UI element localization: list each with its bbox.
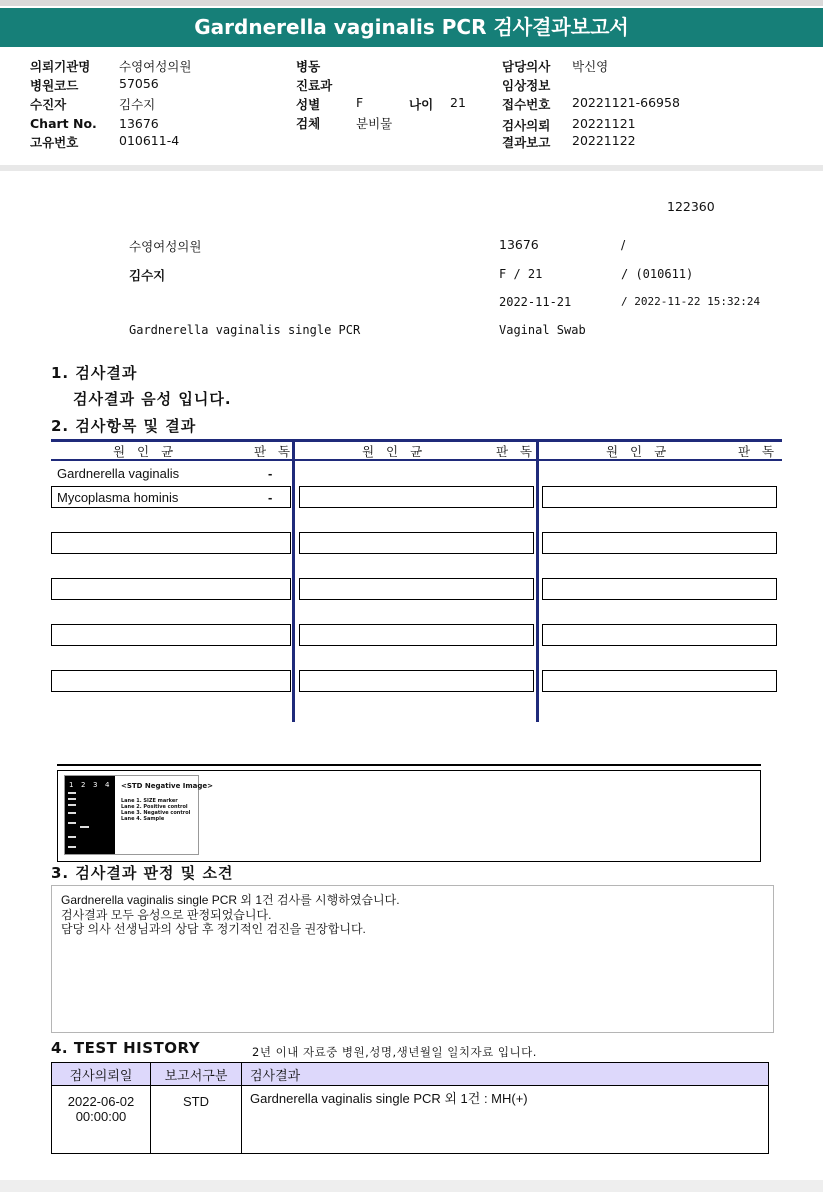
- judgement-value: -: [268, 466, 273, 481]
- result-cell: [542, 670, 777, 692]
- lane-number: 4: [105, 781, 110, 789]
- gel-top-rule: [57, 764, 761, 766]
- result-cell: [299, 624, 534, 646]
- marker-band: [68, 836, 76, 838]
- report-code: 122360: [667, 199, 715, 214]
- lane-number: 2: [81, 781, 86, 789]
- marker-band: [68, 804, 76, 806]
- comment-box: [51, 885, 774, 1033]
- age-value: 21: [450, 95, 466, 110]
- section2-title: 2. 검사항목 및 결과: [51, 417, 197, 435]
- requesting-institution-value: 수영여성의원: [119, 59, 192, 74]
- history-date: 2022-06-02: [67, 1094, 135, 1109]
- chart-no-value: 13676: [119, 116, 159, 131]
- hospital-code-value: 57056: [119, 76, 159, 91]
- doctor-value: 박신영: [572, 59, 609, 74]
- gel-legend-line: Lane 1. SIZE marker: [121, 798, 178, 804]
- requesting-institution-label: 의뢰기관명: [30, 59, 91, 74]
- gel-legend-line: Lane 4. Sample: [121, 816, 165, 822]
- history-row: [52, 1086, 769, 1154]
- history-header-result: 검사결과: [242, 1063, 769, 1086]
- judgement-value: -: [268, 490, 273, 505]
- report-title: Gardnerella vaginalis PCR 검사결과보고서: [0, 8, 823, 47]
- result-report-label: 결과보고: [502, 135, 551, 150]
- section1-result: 검사결과 음성 입니다.: [73, 390, 232, 408]
- gel-legend-line: Lane 3. Negative control: [121, 810, 191, 816]
- hospital-code-label: 병원코드: [30, 78, 79, 93]
- unique-id-value: 010611-4: [119, 133, 180, 148]
- marker-band: [68, 812, 76, 814]
- bottom-border: [0, 1180, 823, 1192]
- result-cell: [51, 670, 291, 692]
- top-border: [0, 0, 823, 6]
- info-hospital: 수영여성의원: [129, 239, 202, 254]
- col-header-judgement: 판 독: [496, 444, 537, 459]
- info-report-datetime: / 2022-11-22 15:32:24: [621, 295, 761, 308]
- result-cell: [51, 578, 291, 600]
- result-cell: [51, 624, 291, 646]
- department-label: 진료과: [296, 78, 333, 93]
- sex-label: 성별: [296, 97, 321, 112]
- patient-label: 수진자: [30, 97, 67, 112]
- col-header-organism: 원 인 균: [362, 444, 427, 459]
- marker-band: [68, 798, 76, 800]
- col-header-organism: 원 인 균: [113, 444, 178, 459]
- comment-line: 담당 의사 선생님과의 상담 후 정기적인 검진을 권장합니다.: [61, 922, 366, 936]
- marker-band: [68, 846, 76, 848]
- info-request-date: 2022-11-21: [499, 295, 572, 309]
- history-time: 00:00:00: [75, 1109, 127, 1124]
- clinical-info-label: 임상정보: [502, 78, 551, 93]
- result-cell: [542, 486, 777, 508]
- col-header-judgement: 판 독: [254, 444, 295, 459]
- section3-title: 3. 검사결과 판정 및 소견: [51, 864, 234, 882]
- comment-line: Gardnerella vaginalis single PCR 외 1건 검사를 시행하였습니다.: [61, 893, 400, 907]
- marker-band: [68, 822, 76, 824]
- result-cell: [299, 670, 534, 692]
- comment-line: 검사결과 모두 음성으로 판정되었습니다.: [61, 907, 272, 922]
- history-date-cell: [52, 1086, 151, 1154]
- result-report-value: 20221122: [572, 133, 636, 148]
- history-header-date: 검사의뢰일: [52, 1063, 151, 1086]
- history-header-type: 보고서구분: [151, 1063, 242, 1086]
- result-cell: [542, 578, 777, 600]
- sex-value: F: [356, 95, 364, 110]
- col-header-organism: 원 인 균: [606, 444, 671, 459]
- specimen-label: 검체: [296, 116, 321, 131]
- receipt-no-label: 접수번호: [502, 97, 551, 112]
- result-cell: [299, 486, 534, 508]
- info-sex-age: F / 21: [499, 267, 543, 281]
- history-table: [51, 1062, 769, 1154]
- ward-label: 병동: [296, 59, 321, 74]
- lane-number: 1: [69, 781, 74, 789]
- receipt-no-value: 20221121-66958: [572, 95, 680, 110]
- positive-band: [80, 826, 89, 828]
- patient-value: 김수지: [119, 97, 156, 112]
- header-separator: [0, 165, 823, 171]
- gel-title: <STD Negative Image>: [121, 782, 214, 790]
- unique-id-label: 고유번호: [30, 135, 79, 150]
- info-patient: 김수지: [129, 268, 166, 283]
- history-type: STD: [151, 1086, 242, 1154]
- result-cell: [542, 532, 777, 554]
- history-note: 2년 이내 자료중 병원,성명,생년월일 일치자료 입니다.: [252, 1045, 537, 1059]
- chart-no-label: Chart No.: [30, 116, 97, 131]
- info-chart: 13676: [499, 237, 539, 252]
- section4-title: 4. TEST HISTORY: [51, 1039, 201, 1057]
- info-slash: /: [621, 237, 626, 252]
- test-request-value: 20221121: [572, 116, 636, 131]
- results-column-divider: [292, 439, 295, 722]
- info-test-name: Gardnerella vaginalis single PCR: [129, 323, 361, 337]
- organism-name: Mycoplasma hominis: [57, 490, 179, 505]
- marker-band: [68, 792, 76, 794]
- results-column-divider: [536, 439, 539, 722]
- result-cell: [299, 578, 534, 600]
- doctor-label: 담당의사: [502, 59, 551, 74]
- gel-lanes: [65, 776, 115, 854]
- info-specimen: Vaginal Swab: [499, 323, 586, 337]
- col-header-judgement: 판 독: [738, 444, 779, 459]
- gel-image: [64, 775, 214, 855]
- gel-legend-line: Lane 2. Positive control: [121, 804, 188, 810]
- history-result: Gardnerella vaginalis single PCR 외 1건 : MH(+): [242, 1086, 769, 1154]
- test-request-label: 검사의뢰: [502, 118, 551, 133]
- age-label: 나이: [409, 97, 434, 112]
- organism-name: Gardnerella vaginalis: [57, 466, 180, 481]
- result-cell: [542, 624, 777, 646]
- result-cell: [299, 532, 534, 554]
- specimen-value: 분비물: [356, 116, 393, 131]
- lane-number: 3: [93, 781, 98, 789]
- result-cell: [51, 532, 291, 554]
- info-birth: / (010611): [621, 267, 694, 281]
- section1-title: 1. 검사결과: [51, 364, 138, 382]
